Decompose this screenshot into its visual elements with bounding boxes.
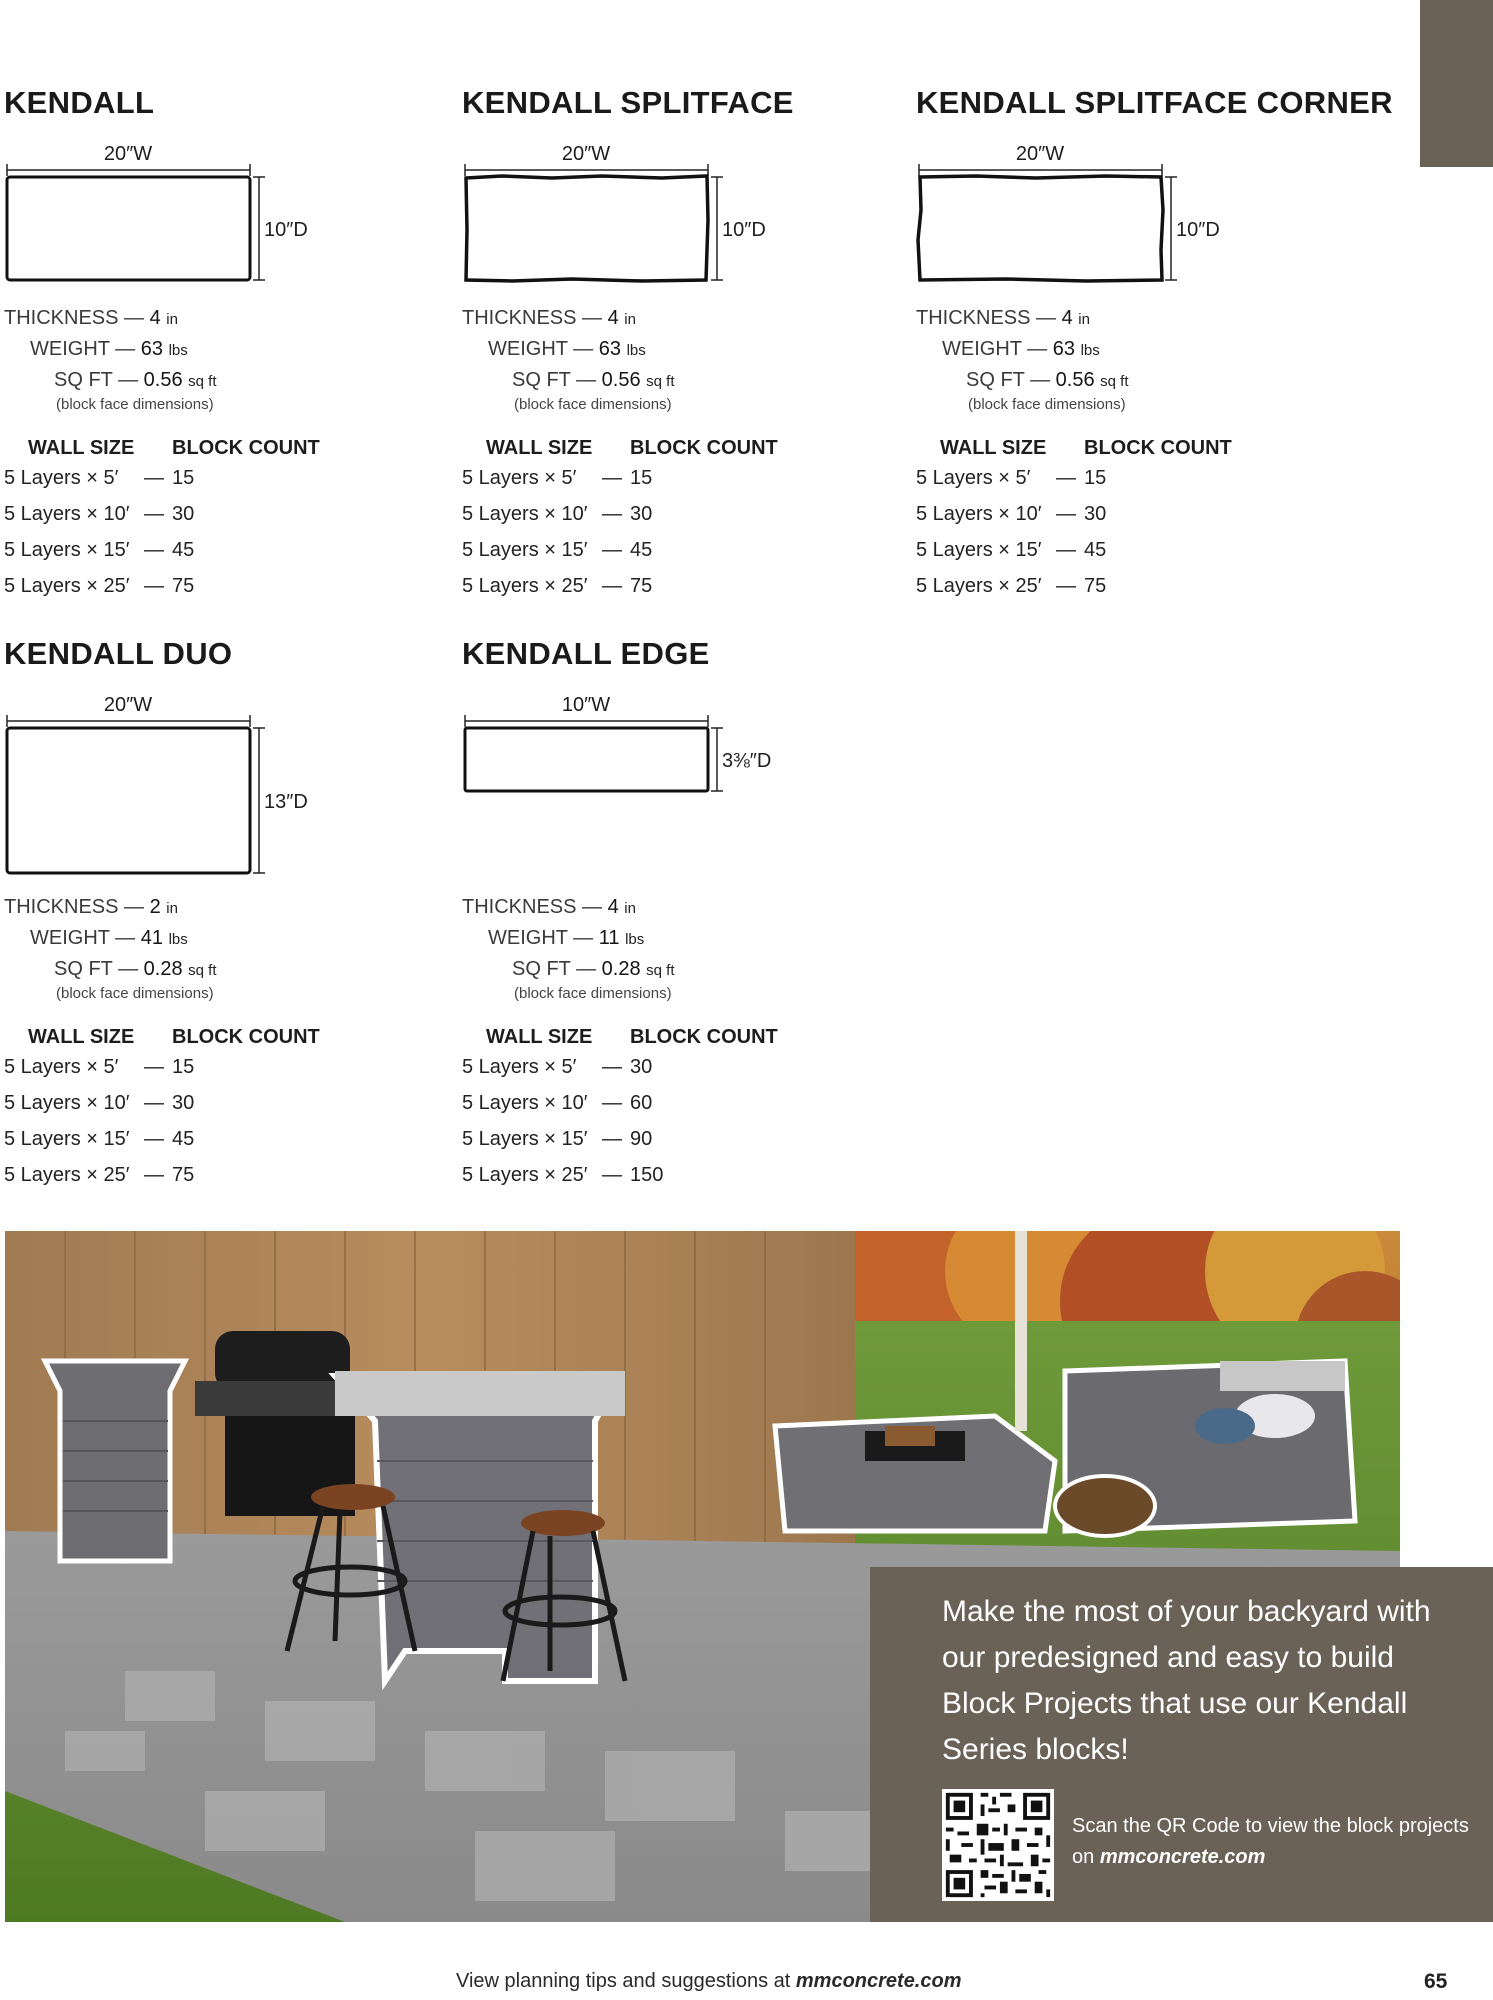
spec-note: (block face dimensions) [56,985,214,1002]
block-diagram [462,691,782,801]
table-row: 5 Layers × 10′ — 30 [4,1092,195,1114]
sqft-spec: SQ FT — 0.56 sq ft [54,369,217,391]
wall-size-header: WALL SIZE [940,437,1047,459]
product-kendall-edge [462,636,902,1196]
spec-note: (block face dimensions) [514,396,672,413]
depth-label: 3⅜″D [722,750,772,772]
block-count-header: BLOCK COUNT [172,1026,320,1048]
table-row: 5 Layers × 5′ — 15 [462,467,653,489]
weight-spec: WEIGHT — 63 lbs [488,338,646,360]
product-title: KENDALL SPLITFACE CORNER [916,85,1393,120]
table-row: 5 Layers × 10′ — 30 [462,503,653,525]
block-diagram [462,140,782,290]
block-count-header: BLOCK COUNT [630,1026,778,1048]
table-row: 5 Layers × 25′ — 75 [916,575,1107,597]
product-kendall [4,85,444,605]
table-row: 5 Layers × 15′ — 45 [4,1128,195,1150]
table-row: 5 Layers × 5′ — 15 [4,467,195,489]
product-kendall-splitface-corner [916,85,1393,605]
block-diagram [4,691,324,881]
weight-spec: WEIGHT — 63 lbs [942,338,1100,360]
table-row: 5 Layers × 10′ — 60 [462,1092,653,1114]
depth-label: 10″D [722,219,766,241]
thickness-spec: THICKNESS — 4 in [916,307,1090,329]
promo-url-link[interactable]: mmconcrete.com [1099,1846,1266,1868]
sqft-spec: SQ FT — 0.28 sq ft [512,958,675,980]
width-label: 20″W [561,143,611,165]
sqft-spec: SQ FT — 0.56 sq ft [512,369,675,391]
product-title: KENDALL SPLITFACE [462,85,794,120]
width-label: 20″W [103,143,153,165]
weight-spec: WEIGHT — 41 lbs [30,927,188,949]
corner-color-tab [1420,0,1493,167]
sqft-spec: SQ FT — 0.28 sq ft [54,958,217,980]
table-row: 5 Layers × 25′ — 150 [462,1164,664,1186]
spec-note: (block face dimensions) [56,396,214,413]
wall-size-header: WALL SIZE [486,1026,593,1048]
page-number: 65 [1424,1970,1448,1993]
width-label: 20″W [103,694,153,716]
table-row: 5 Layers × 10′ — 30 [4,503,195,525]
promo-headline: Make the most of your backyard with our predesigned and easy to build Block Projects that use our Kendall Series blocks! [942,1595,1431,1766]
table-row: 5 Layers × 5′ — 15 [916,467,1107,489]
table-row: 5 Layers × 15′ — 45 [916,539,1107,561]
product-title: KENDALL EDGE [462,636,710,671]
thickness-spec: THICKNESS — 2 in [4,896,178,918]
thickness-spec: THICKNESS — 4 in [462,896,636,918]
depth-label: 13″D [264,791,308,813]
depth-label: 10″D [1176,219,1220,241]
sqft-spec: SQ FT — 0.56 sq ft [966,369,1129,391]
weight-spec: WEIGHT — 63 lbs [30,338,188,360]
table-row: 5 Layers × 25′ — 75 [462,575,653,597]
table-row: 5 Layers × 15′ — 90 [462,1128,653,1150]
thickness-spec: THICKNESS — 4 in [4,307,178,329]
table-row: 5 Layers × 15′ — 45 [462,539,653,561]
table-row: 5 Layers × 25′ — 75 [4,1164,195,1186]
spec-note: (block face dimensions) [514,985,672,1002]
wall-size-header: WALL SIZE [486,437,593,459]
width-label: 10″W [561,694,611,716]
spec-note: (block face dimensions) [968,396,1126,413]
qr-code-icon[interactable] [942,1789,1054,1901]
product-title: KENDALL DUO [4,636,233,671]
product-kendall-splitface [462,85,902,605]
depth-label: 10″D [264,219,308,241]
block-count-header: BLOCK COUNT [172,437,320,459]
product-title: KENDALL [4,85,155,120]
qr-instructions: Scan the QR Code to view the block projects on mmconcrete.com [1072,1815,1469,1868]
wall-size-header: WALL SIZE [28,437,135,459]
block-count-header: BLOCK COUNT [1084,437,1232,459]
footer-url-link[interactable]: mmconcrete.com [795,1970,962,1992]
block-count-header: BLOCK COUNT [630,437,778,459]
wall-size-header: WALL SIZE [28,1026,135,1048]
weight-spec: WEIGHT — 11 lbs [488,927,645,949]
table-row: 5 Layers × 15′ — 45 [4,539,195,561]
width-label: 20″W [1015,143,1065,165]
promo-box [870,1567,1493,1922]
table-row: 5 Layers × 5′ — 30 [462,1056,653,1078]
table-row: 5 Layers × 10′ — 30 [916,503,1107,525]
table-row: 5 Layers × 25′ — 75 [4,575,195,597]
thickness-spec: THICKNESS — 4 in [462,307,636,329]
table-row: 5 Layers × 5′ — 15 [4,1056,195,1078]
block-diagram [916,140,1236,290]
product-kendall-duo [4,636,444,1196]
footer-text: View planning tips and suggestions at mmconcrete.com [456,1970,962,1992]
block-diagram [4,140,324,290]
